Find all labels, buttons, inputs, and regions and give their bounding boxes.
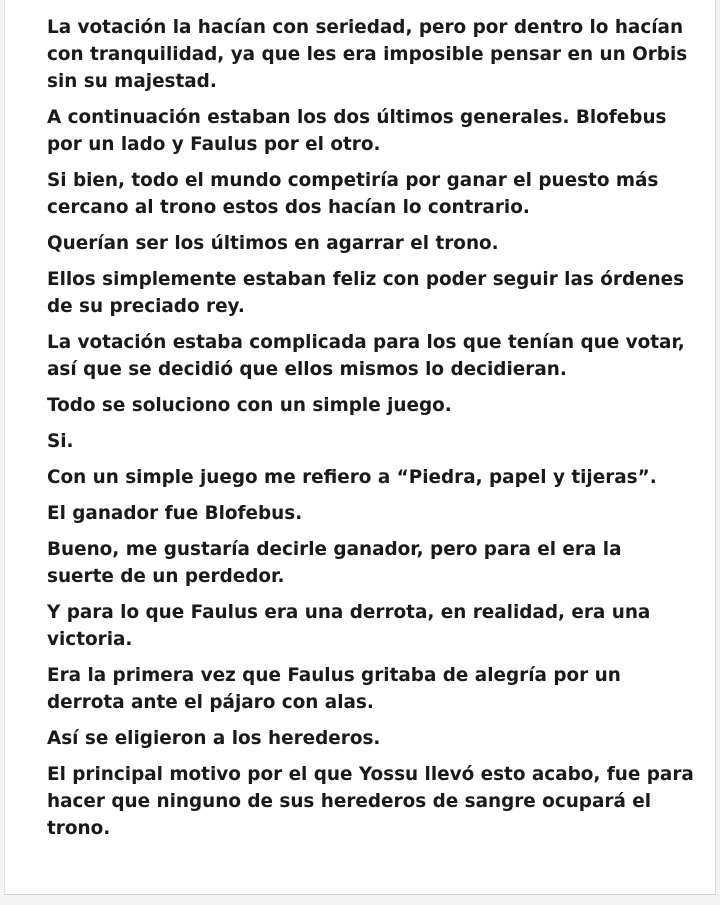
paragraph: La votación la hacían con seriedad, pero por dentro lo hacían con tranquilidad, ya que les era imposible pensar en un Orbis sin su majestad.	[47, 17, 688, 92]
paragraph: Así se eligieron a los herederos.	[47, 728, 381, 749]
paragraph: Era la primera vez que Faulus gritaba de alegría por un derrota ante el pájaro con alas.	[47, 665, 621, 713]
paragraph: Con un simple juego me refiero a “Piedra, papel y tijeras”.	[47, 467, 657, 488]
document-body	[47, 14, 697, 851]
paragraph: El principal motivo por el que Yossu llevó esto acabo, fue para hacer que ninguno de sus herederos de sangre ocupará el trono.	[47, 764, 694, 839]
paragraph: Ellos simplemente estaban feliz con poder seguir las órdenes de su preciado rey.	[47, 269, 685, 317]
paragraph: Si bien, todo el mundo competiría por ganar el puesto más cercano al trono estos dos hacían lo contrario.	[47, 170, 659, 218]
paragraph: El ganador fue Blofebus.	[47, 503, 303, 524]
paragraph: Bueno, me gustaría decirle ganador, pero para el era la suerte de un perdedor.	[47, 539, 622, 587]
paragraph: Si.	[47, 431, 74, 452]
paragraph: A continuación estaban los dos últimos generales. Blofebus por un lado y Faulus por el otro.	[47, 107, 667, 155]
paragraph: Todo se soluciono con un simple juego.	[47, 395, 452, 416]
paragraph: Y para lo que Faulus era una derrota, en realidad, era una victoria.	[47, 602, 651, 650]
paragraph: Querían ser los últimos en agarrar el trono.	[47, 233, 499, 254]
document-page	[4, 0, 716, 895]
paragraph: La votación estaba complicada para los que tenían que votar, así que se decidió que ellos mismos lo decidieran.	[47, 332, 685, 380]
